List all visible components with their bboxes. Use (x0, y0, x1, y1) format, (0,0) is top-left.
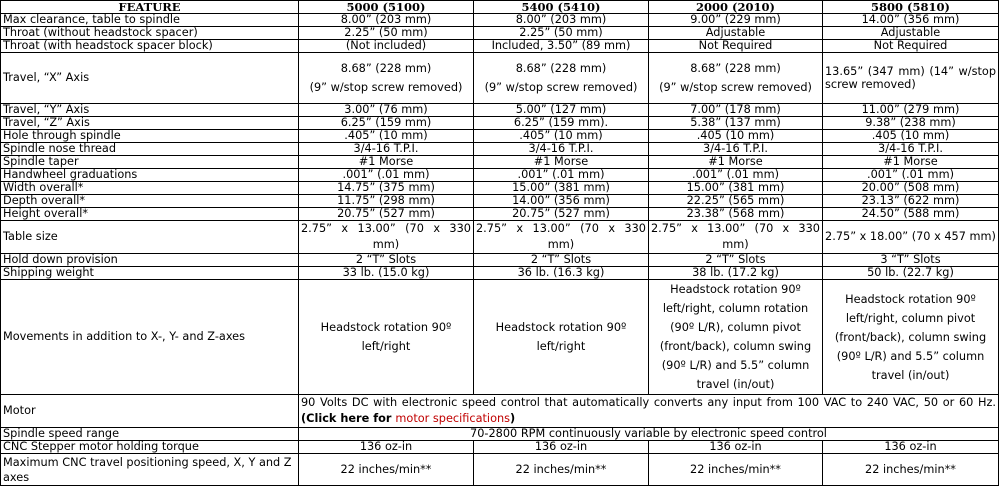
row-table-size (1, 221, 999, 254)
feature-label: Handwheel graduations (1, 169, 299, 182)
spec-value: 136 oz-in (299, 441, 474, 454)
spec-value: 22 inches/min** (823, 454, 999, 486)
spec-value: 15.00” (381 mm) (649, 182, 823, 195)
spec-value: 136 oz-in (474, 441, 649, 454)
header-model-5400: 5400 (5410) (474, 1, 649, 14)
spec-value: 20.00” (508 mm) (823, 182, 999, 195)
row-motor (1, 395, 999, 428)
feature-label: Travel, “Y” Axis (1, 104, 299, 117)
spec-value: 2.25” (50 mm) (474, 27, 649, 40)
header-model-5000: 5000 (5100) (299, 1, 474, 14)
header-feature: FEATURE (1, 1, 299, 14)
spec-value: 8.00” (203 mm) (474, 14, 649, 27)
spec-value: #1 Morse (649, 156, 823, 169)
header-model-5800: 5800 (5810) (823, 1, 999, 14)
spec-value: 6.25” (159 mm). (474, 117, 649, 130)
feature-label: Spindle nose thread (1, 143, 299, 156)
motor-specifications-link[interactable]: motor specifications (395, 412, 511, 425)
spec-value: 2 “T” Slots (299, 254, 474, 267)
spec-value: .405” (10 mm) (299, 130, 474, 143)
spec-value: 6.25” (159 mm) (299, 117, 474, 130)
spec-value: 11.75” (298 mm) (299, 195, 474, 208)
feature-label: Width overall* (1, 182, 299, 195)
spec-value: Headstock rotation 90º left/right (474, 280, 649, 395)
spec-value: 5.38” (137 mm) (649, 117, 823, 130)
spec-value: 22 inches/min** (299, 454, 474, 486)
row-throat-without-spacer (1, 27, 999, 40)
spec-value: 8.68” (228 mm) (9” w/stop screw removed) (299, 53, 474, 104)
feature-label: Max clearance, table to spindle (1, 14, 299, 27)
row-spindle-nose-thread (1, 143, 999, 156)
row-spindle-taper (1, 156, 999, 169)
spec-value: 3.00” (76 mm) (299, 104, 474, 117)
feature-label: Throat (with headstock spacer block) (1, 40, 299, 53)
spec-value: 2 “T” Slots (649, 254, 823, 267)
motor-description (299, 395, 999, 428)
feature-label: Motor (1, 395, 299, 428)
spec-value: Adjustable (649, 27, 823, 40)
spec-value: 2 “T” Slots (474, 254, 649, 267)
spec-value: 22 inches/min** (474, 454, 649, 486)
spec-value: (Not included) (299, 40, 474, 53)
spec-value: Not Required (649, 40, 823, 53)
spec-value: 8.68” (228 mm) (9” w/stop screw removed) (649, 53, 823, 104)
feature-label: CNC Stepper motor holding torque (1, 441, 299, 454)
feature-label: Height overall* (1, 208, 299, 221)
row-travel-z (1, 117, 999, 130)
spec-value: 2.25” (50 mm) (299, 27, 474, 40)
spec-value: 3/4-16 T.P.I. (474, 143, 649, 156)
spec-value: .001” (.01 mm) (649, 169, 823, 182)
row-height-overall (1, 208, 999, 221)
row-travel-x (1, 53, 999, 104)
spec-value: 9.38” (238 mm) (823, 117, 999, 130)
spec-value: Headstock rotation 90º left/right, column pivot (front/back), column swing (90º L/R) and 5.5” column travel (in/out) (823, 280, 999, 395)
spec-value: 136 oz-in (823, 441, 999, 454)
spec-value: 23.38” (568 mm) (649, 208, 823, 221)
spec-value: Adjustable (823, 27, 999, 40)
feature-label: Hold down provision (1, 254, 299, 267)
spec-value: .001” (.01 mm) (474, 169, 649, 182)
spec-value: 15.00” (381 mm) (474, 182, 649, 195)
spec-value: 24.50” (588 mm) (823, 208, 999, 221)
spec-value: 36 lb. (16.3 kg) (474, 267, 649, 280)
header-model-2000: 2000 (2010) (649, 1, 823, 14)
feature-label: Hole through spindle (1, 130, 299, 143)
spec-value: 3/4-16 T.P.I. (649, 143, 823, 156)
spec-value: .001” (.01 mm) (299, 169, 474, 182)
feature-label: Travel, “Z” Axis (1, 117, 299, 130)
spec-value: 136 oz-in (649, 441, 823, 454)
spec-value: #1 Morse (299, 156, 474, 169)
spec-value: 2.75” x 18.00” (70 x 457 mm) (823, 221, 999, 254)
spec-value: 7.00” (178 mm) (649, 104, 823, 117)
spec-value: 9.00” (229 mm) (649, 14, 823, 27)
spec-value: 13.65” (347 mm) (14” w/stop screw removed) (823, 53, 999, 104)
feature-label: Movements in addition to X-, Y- and Z-axes (1, 280, 299, 395)
spec-value: 14.75” (375 mm) (299, 182, 474, 195)
spec-value: 50 lb. (22.7 kg) (823, 267, 999, 280)
spec-value: #1 Morse (823, 156, 999, 169)
spec-value: 8.68” (228 mm) (9” w/stop screw removed) (474, 53, 649, 104)
row-hole-through-spindle (1, 130, 999, 143)
spec-value: 3/4-16 T.P.I. (299, 143, 474, 156)
spec-value: 14.00” (356 mm) (823, 14, 999, 27)
row-width-overall (1, 182, 999, 195)
motor-text: 90 Volts DC with electronic speed control that automatically converts any input from 100 VAC to 240 VAC, 50 or 60 Hz. (301, 396, 996, 409)
row-holding-torque (1, 441, 999, 454)
row-shipping-weight (1, 267, 999, 280)
row-movements (1, 280, 999, 395)
spec-value: 22 inches/min** (649, 454, 823, 486)
spec-value: Headstock rotation 90º left/right (299, 280, 474, 395)
feature-label: Travel, “X” Axis (1, 53, 299, 104)
motor-link-prefix: (Click here for (301, 412, 396, 425)
spec-value: 2.75” x 13.00” (70 x 330 mm) (649, 221, 823, 254)
spec-value: Headstock rotation 90º left/right, column rotation (90º L/R), column pivot (front/back), column swing (90º L/R) and 5.5” column travel (in/out) (649, 280, 823, 395)
spec-value: 3 “T” Slots (823, 254, 999, 267)
spec-value: 11.00” (279 mm) (823, 104, 999, 117)
feature-label: Depth overall* (1, 195, 299, 208)
spec-value: #1 Morse (474, 156, 649, 169)
row-throat-with-spacer (1, 40, 999, 53)
feature-label: Table size (1, 221, 299, 254)
row-depth-overall (1, 195, 999, 208)
motor-link-suffix: ) (510, 412, 516, 425)
spec-value: .405 (10 mm) (823, 130, 999, 143)
spec-value: .001” (.01 mm) (823, 169, 999, 182)
spec-value: 33 lb. (15.0 kg) (299, 267, 474, 280)
row-travel-y (1, 104, 999, 117)
spec-value: 70-2800 RPM continuously variable by electronic speed control (299, 428, 999, 441)
spec-value: 2.75” x 13.00” (70 x 330 mm) (474, 221, 649, 254)
spec-value: .405” (10 mm) (474, 130, 649, 143)
spec-value: 8.00” (203 mm) (299, 14, 474, 27)
feature-label: Spindle taper (1, 156, 299, 169)
feature-label: Throat (without headstock spacer) (1, 27, 299, 40)
spec-value: 3/4-16 T.P.I. (823, 143, 999, 156)
spec-value: 5.00” (127 mm) (474, 104, 649, 117)
row-hold-down-provision (1, 254, 999, 267)
spec-value: 38 lb. (17.2 kg) (649, 267, 823, 280)
spec-value: 20.75” (527 mm) (474, 208, 649, 221)
row-cnc-travel-speed (1, 454, 999, 486)
spec-value: Included, 3.50” (89 mm) (474, 40, 649, 53)
spec-value: Not Required (823, 40, 999, 53)
feature-label: Maximum CNC travel positioning speed, X, Y and Z axes (1, 454, 299, 486)
spec-value: 23.13” (622 mm) (823, 195, 999, 208)
row-spindle-speed-range (1, 428, 999, 441)
spec-value: 2.75” x 13.00” (70 x 330 mm) (299, 221, 474, 254)
spec-value: 14.00” (356 mm) (474, 195, 649, 208)
row-max-clearance (1, 14, 999, 27)
feature-label: Spindle speed range (1, 428, 299, 441)
header-row (1, 1, 999, 14)
spec-value: .405 (10 mm) (649, 130, 823, 143)
spec-value: 20.75” (527 mm) (299, 208, 474, 221)
spec-value: 22.25” (565 mm) (649, 195, 823, 208)
feature-label: Shipping weight (1, 267, 299, 280)
row-handwheel-graduations (1, 169, 999, 182)
